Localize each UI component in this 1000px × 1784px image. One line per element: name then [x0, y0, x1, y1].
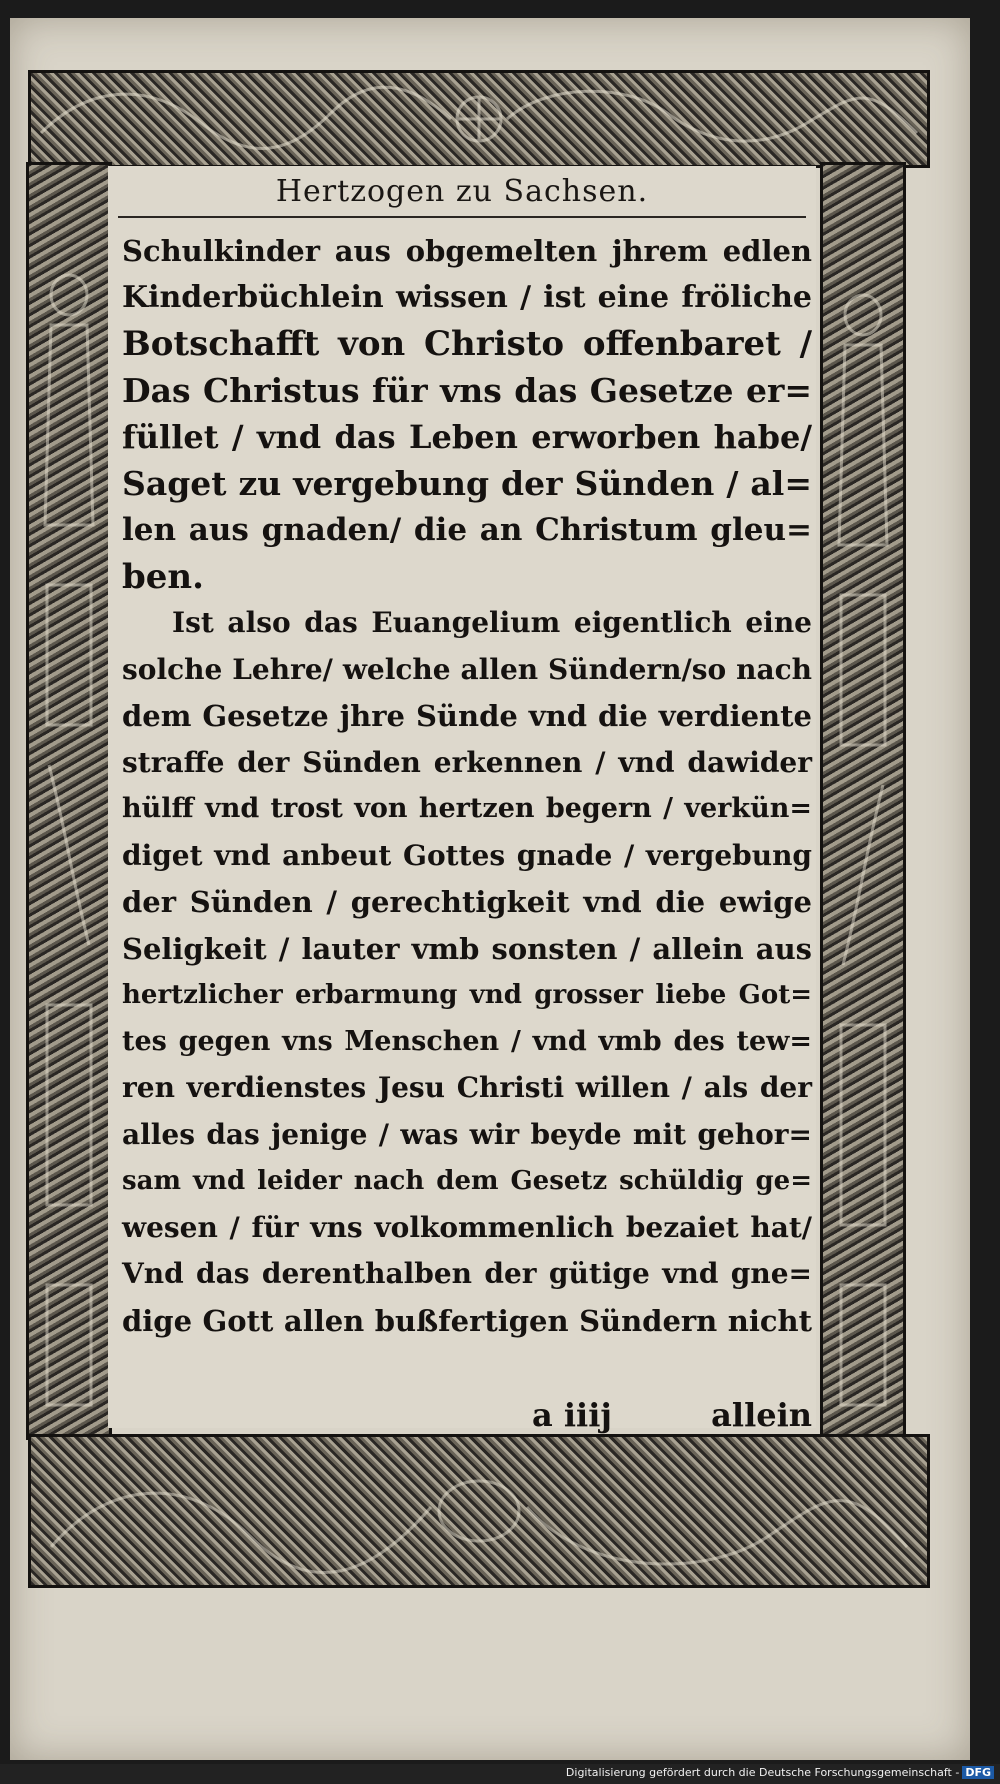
text-line: Ist also das Euangelium eigentlich eine [172, 606, 812, 639]
text-line: diget vnd anbeut Gottes gnade / vergebung [122, 838, 812, 872]
text-line: Das Christus für vns das Gesetze er= [122, 370, 812, 410]
text-line: dem Gesetze jhre Sünde vnd die verdiente [122, 699, 812, 733]
text-line: füllet / vnd das Leben erworben habe/ [122, 418, 812, 456]
signature-mark: a iiij [532, 1396, 612, 1434]
credit-text: Digitalisierung gefördert durch die Deutsche Forschungsgemeinschaft - [565, 1766, 960, 1779]
catchword: allein [711, 1396, 812, 1434]
text-line: alles das jenige / was wir beyde mit gehor= [122, 1117, 812, 1151]
text-line: solche Lehre/ welche allen Sündern/so nach [122, 652, 812, 686]
text-line: sam vnd leider nach dem Gesetz schüldig ge= [122, 1166, 812, 1196]
text-line: Schulkinder aus obgemelten jhrem edlen [122, 234, 812, 268]
text-line: Saget zu vergebung der Sünden / al= [122, 463, 812, 503]
text-line: der Sünden / gerechtigkeit vnd die ewige [122, 885, 812, 919]
footer-credit [566, 1766, 994, 1779]
text-line: ren verdienstes Jesu Christi willen / als der [122, 1071, 812, 1104]
running-head: Hertzogen zu Sachsen. [275, 174, 649, 209]
head-rule [118, 216, 806, 218]
text-line: hertzlicher erbarmung vnd grosser liebe Got= [122, 980, 812, 1010]
text-line: Botschafft von Christo offenbaret / [122, 324, 812, 364]
text-line: Vnd das derenthalben der gütige vnd gne= [122, 1257, 812, 1290]
ornamental-border-top [28, 70, 930, 168]
text-line: straffe der Sünden erkennen / vnd dawider [122, 745, 812, 779]
ornamental-border-bottom [28, 1434, 930, 1588]
text-line: wesen / für vns volkommenlich bezaiet hat/ [122, 1210, 812, 1244]
text-line: tes gegen vns Menschen / vnd vmb des tew= [122, 1025, 812, 1057]
body-text [122, 228, 812, 1344]
acanthus-ornament-icon [31, 73, 927, 165]
text-line: len aus gnaden/ die an Christum gleu= [122, 512, 812, 548]
apostle-figure-column-icon [823, 165, 903, 1437]
dfg-logo: DFG [962, 1766, 994, 1779]
text-line: dige Gott allen bußfertigen Sündern nicht [122, 1303, 812, 1338]
saint-figure-column-icon [29, 165, 109, 1437]
text-line: hülff vnd trost von hertzen begern / verkün= [122, 793, 812, 824]
text-line: Seligkeit / lauter vmb sonsten / allein aus [122, 931, 812, 966]
book-page [10, 18, 970, 1760]
text-line: Kinderbüchlein wissen / ist eine fröliche [122, 279, 812, 315]
ornamental-border-left [26, 162, 112, 1440]
text-block [108, 166, 816, 1434]
animal-frieze-icon [31, 1437, 927, 1585]
text-line: ben. [122, 556, 204, 597]
ornamental-border-right [820, 162, 906, 1440]
